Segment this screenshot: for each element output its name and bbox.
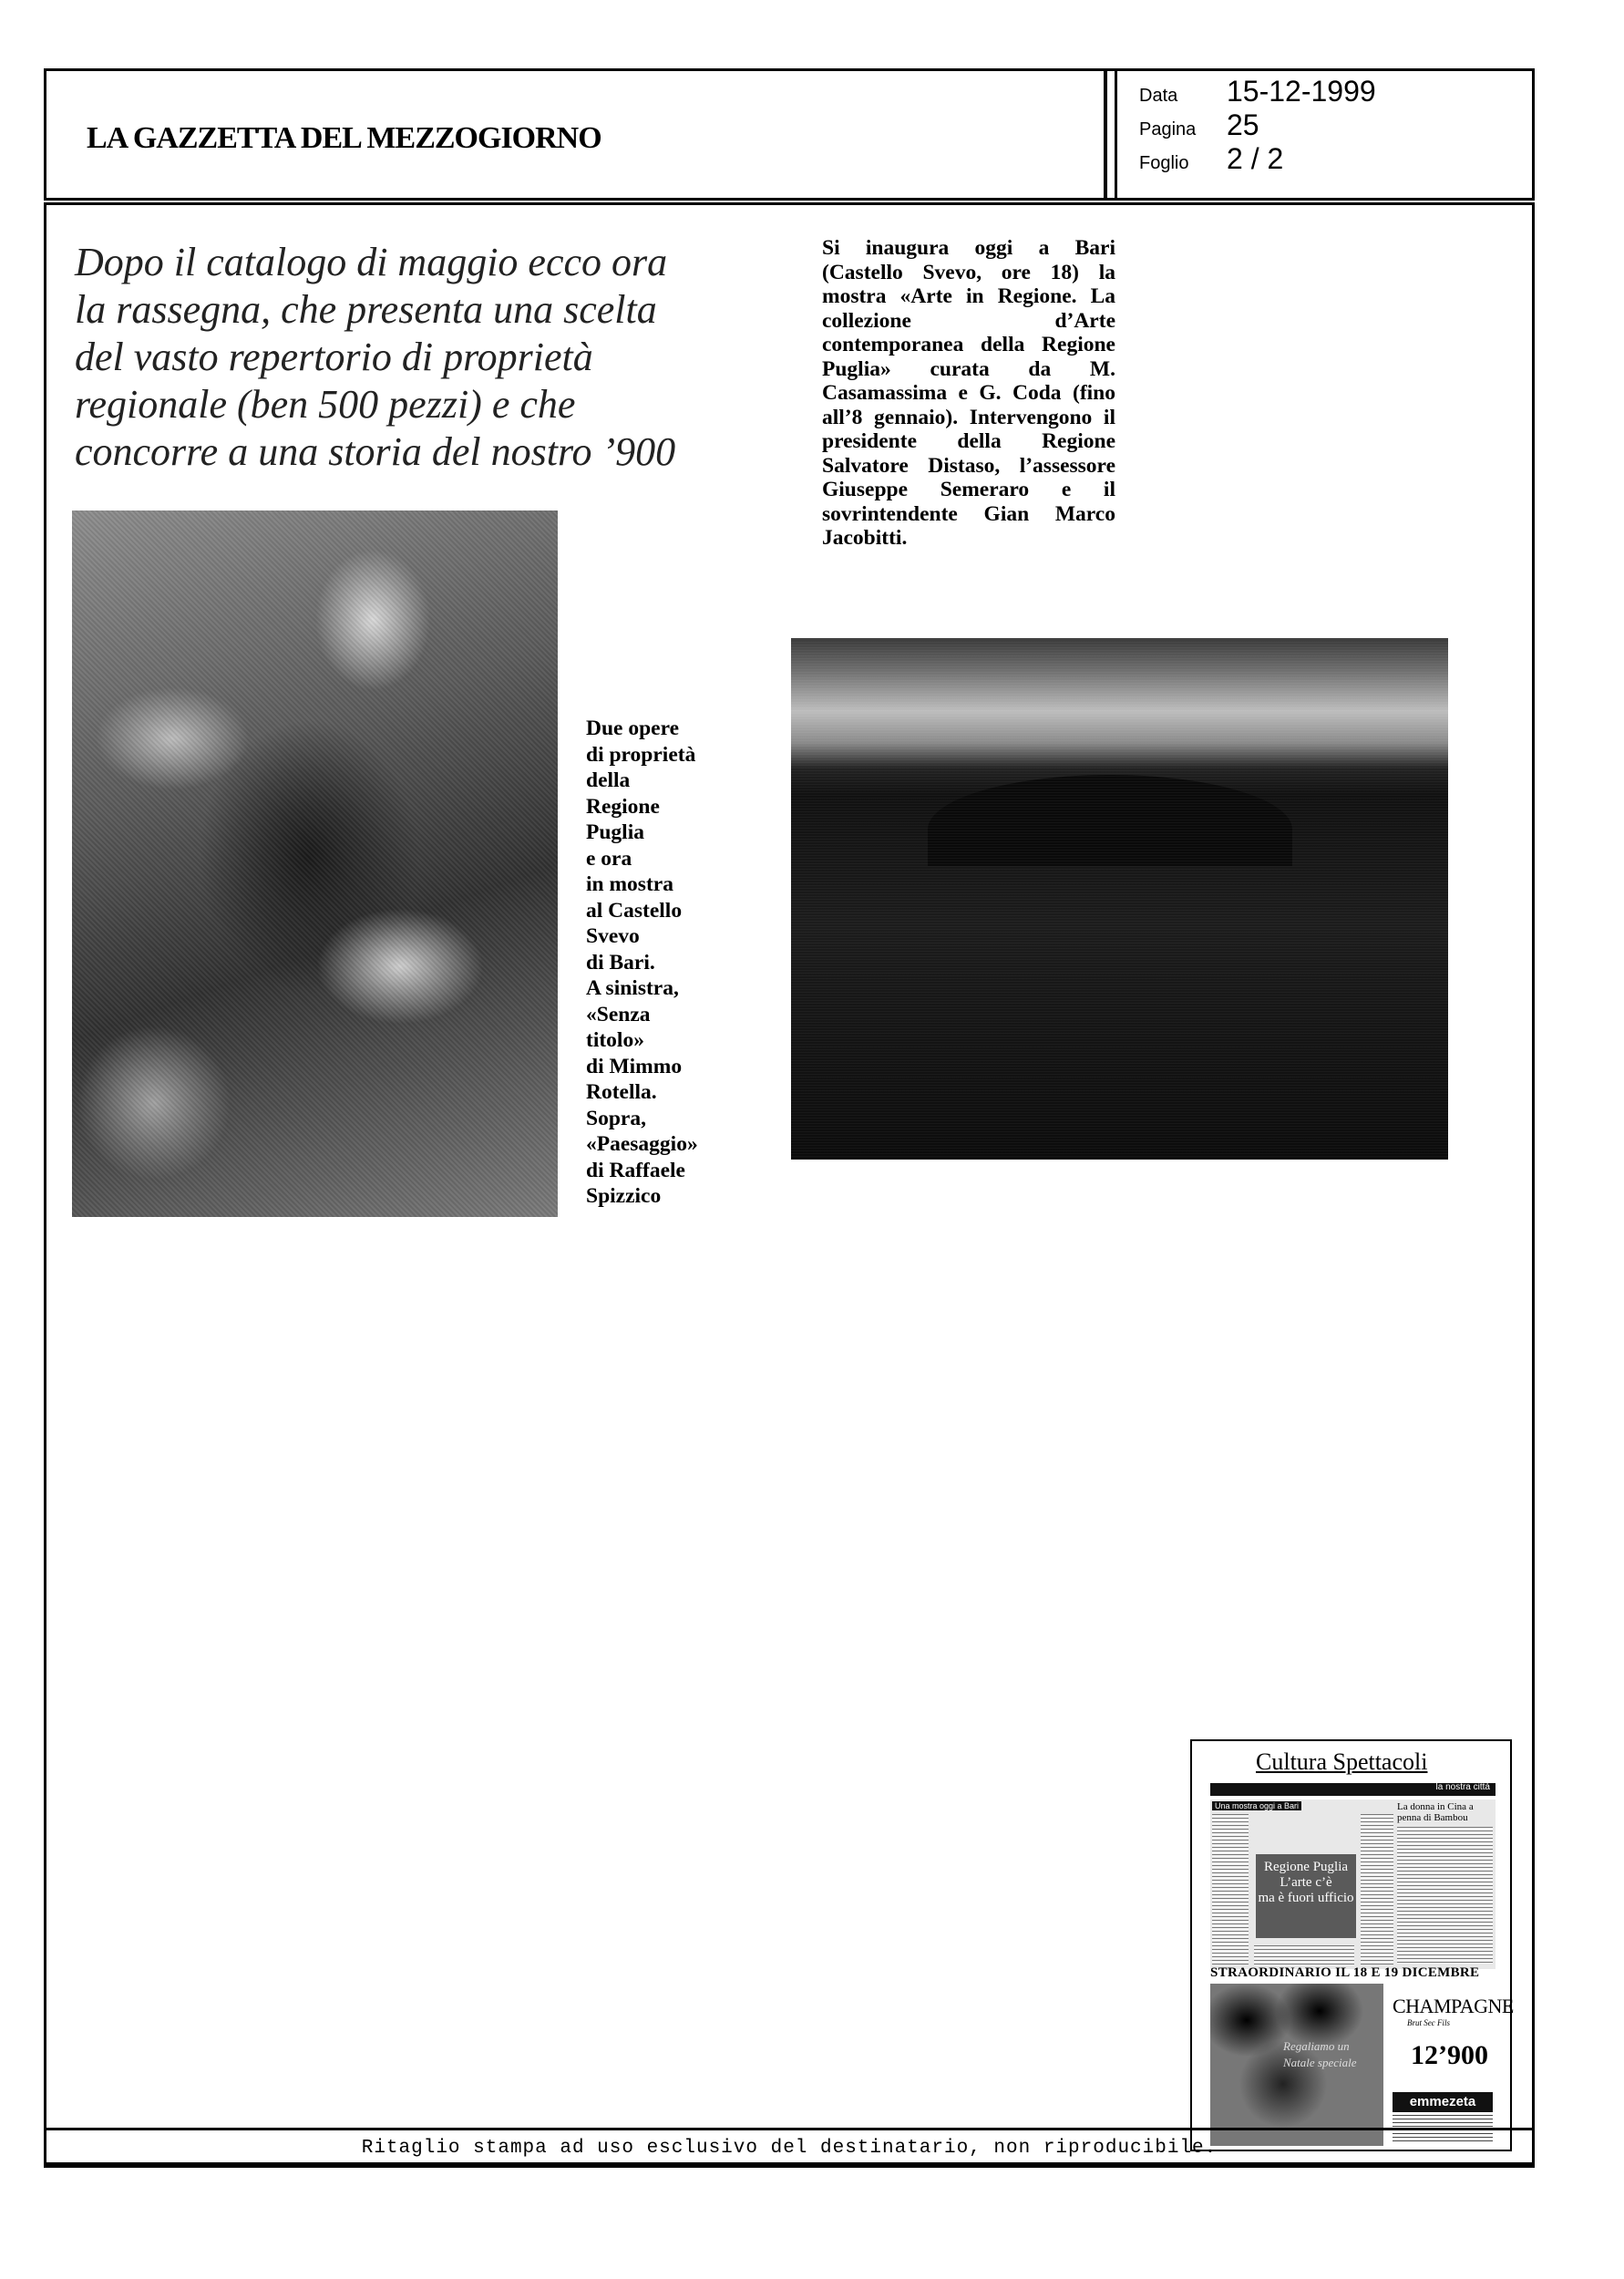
caption-line: Due opere: [586, 717, 680, 740]
caption-line: Svevo: [586, 924, 640, 948]
thumbnail-page: [1210, 1799, 1496, 1969]
meta-panel: [1115, 71, 1533, 198]
thumbnail-column: [1397, 1827, 1493, 1964]
caption-line: di Bari.: [586, 950, 655, 975]
meta-sheet-label: Foglio: [1139, 153, 1189, 173]
thumbnail-column: [1254, 1945, 1354, 1965]
thumbnail-ad-script: Regaliamo un Natale speciale: [1283, 2039, 1357, 2069]
meta-date-value: 15-12-1999: [1227, 75, 1376, 108]
photo-texture: [72, 510, 558, 1217]
article-headline: [75, 239, 749, 476]
caption-line: Spizzico: [586, 1184, 662, 1208]
thumbnail-ad-image: [1210, 1984, 1383, 2146]
caption-line: titolo»: [586, 1028, 644, 1052]
thumbnail-ad-header: STRAORDINARIO IL 18 E 19 DICEMBRE: [1210, 1965, 1480, 1980]
thumbnail-ad-store-logo: emmezeta: [1393, 2092, 1493, 2112]
header-masthead-box: [44, 68, 1106, 201]
headline-line: regionale (ben 500 pezzi) e che: [75, 382, 576, 427]
meta-page-value: 25: [1227, 108, 1259, 141]
photo-texture: [791, 638, 1448, 1160]
thumbnail-center-story: [1256, 1854, 1356, 1938]
thumbnail-section-label: Una mostra oggi a Bari: [1212, 1801, 1301, 1810]
caption-line: di Raffaele: [586, 1158, 685, 1182]
thumbnail-ad-price: 12’900: [1411, 2040, 1488, 2070]
caption-line: Puglia: [586, 820, 644, 844]
page-thumbnail: [1190, 1739, 1512, 2151]
thumbnail-ad-product: CHAMPAGNE: [1393, 1995, 1514, 2017]
caption-line: Regione: [586, 794, 660, 819]
caption-line: al Castello: [586, 898, 683, 923]
meta-page-label: Pagina: [1139, 119, 1197, 139]
thumbnail-column: [1361, 1814, 1393, 1964]
photo-caption: [586, 716, 741, 1210]
thumbnail-band-text: la nostra città: [1435, 1782, 1490, 1792]
caption-line: di Mimmo: [586, 1054, 683, 1078]
artwork-photo-paesaggio: [791, 638, 1448, 1160]
headline-line: la rassegna, che presenta una scelta: [75, 287, 657, 332]
caption-line: e ora: [586, 846, 632, 871]
headline-line: concorre a una storia del nostro ’900: [75, 429, 676, 474]
thumbnail-center-line: L’arte c’è: [1280, 1875, 1332, 1890]
masthead: LA GAZZETTA DEL MEZZOGIORNO: [87, 121, 601, 155]
caption-line: A sinistra,: [586, 976, 679, 1000]
meta-sheet-value: 2 / 2: [1227, 142, 1284, 175]
caption-line: Rotella.: [586, 1080, 657, 1104]
meta-date-label: Data: [1139, 86, 1178, 106]
footer-disclaimer: Ritaglio stampa ad uso esclusivo del destinatario, non riproducibile.: [361, 2138, 1218, 2159]
caption-line: «Paesaggio»: [586, 1132, 698, 1156]
thumbnail-side-title: La donna in Cina a penna di Bambou: [1397, 1801, 1474, 1823]
thumbnail-band: [1210, 1783, 1496, 1796]
headline-line: del vasto repertorio di proprietà: [75, 335, 593, 379]
caption-line: Sopra,: [586, 1106, 646, 1130]
thumbnail-center-line: Regione Puglia: [1263, 1860, 1349, 1874]
caption-line: «Senza: [586, 1002, 651, 1026]
caption-line: in mostra: [586, 872, 673, 896]
caption-line: di proprietà: [586, 742, 696, 767]
thumbnail-title: Cultura Spettacoli: [1256, 1748, 1428, 1775]
headline-line: Dopo il catalogo di maggio ecco ora: [75, 240, 668, 284]
footer-box: [44, 2128, 1535, 2168]
thumbnail-ad-product-sub: Brut Sec Fils: [1407, 2018, 1450, 2027]
thumbnail-column: [1212, 1814, 1249, 1964]
caption-line: della: [586, 768, 631, 792]
thumbnail-center-line: ma è fuori ufficio: [1258, 1891, 1354, 1905]
artwork-photo-rotella: [72, 510, 558, 1217]
article-lead: Si inaugura oggi a Bari (Castello Svevo, ore 18) la mostra «Arte in Regione. La collezione d’Arte contemporanea della Regione Puglia» curata da M. Casamassima e G. Coda (fino all’8 gennaio). Intervengono il presidente della Regione Salvatore Distaso, l’assessore Giuseppe Semeraro e il sovrintendente Gian Marco Jacobitti.: [822, 236, 1115, 550]
header-meta-box: [1105, 68, 1535, 201]
